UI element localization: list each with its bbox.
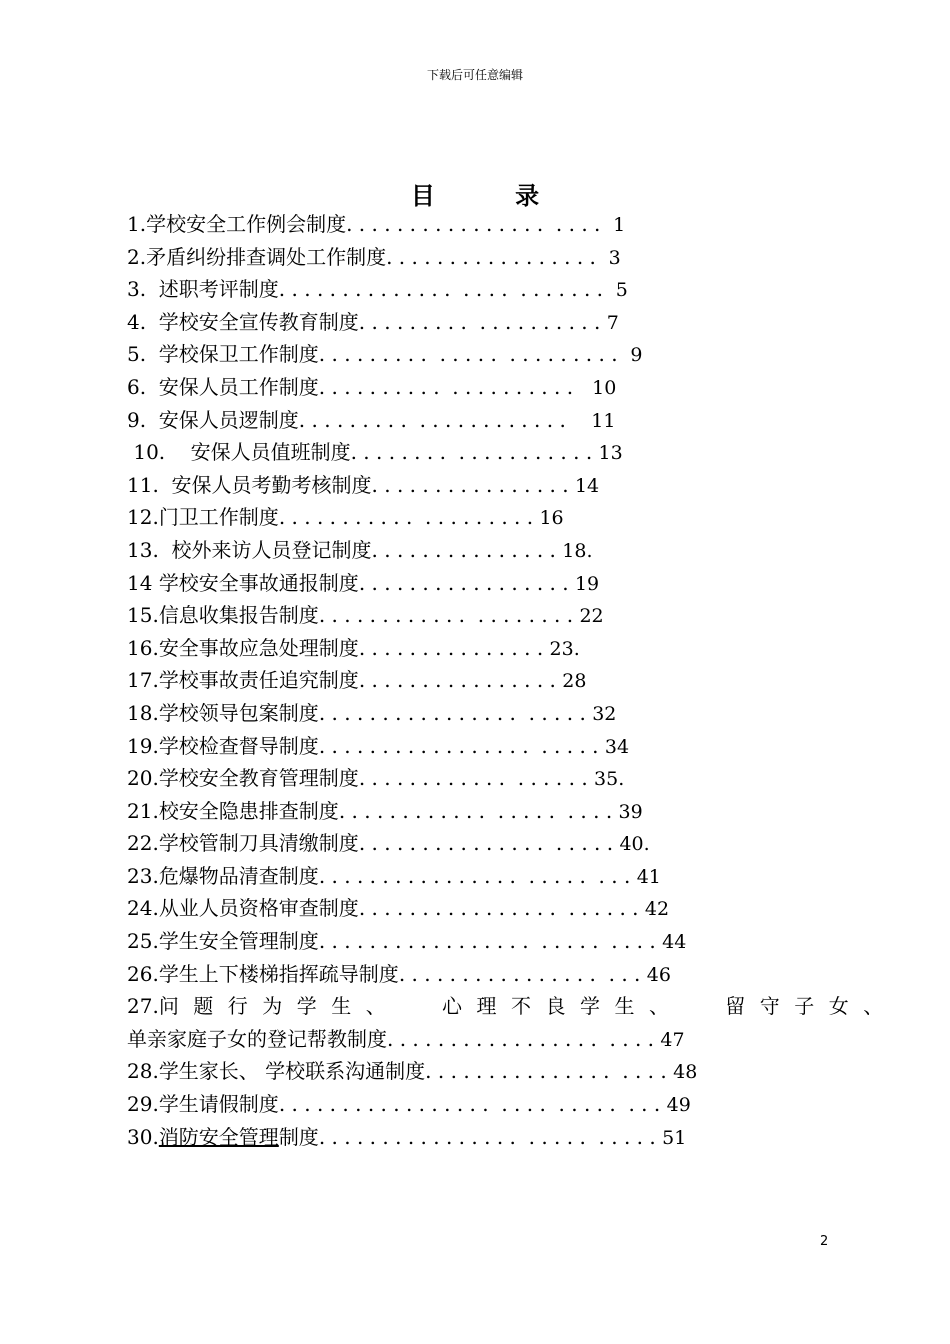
toc-entry-number: 25. <box>127 929 159 954</box>
toc-entry-number: 21. <box>127 798 159 823</box>
toc-dot-leader: . . . . . . . . . . . . . . . . . . . . . <box>318 700 593 725</box>
toc-page-number: 46 <box>646 963 671 986</box>
toc-entry[interactable] <box>127 469 847 502</box>
toc-entry[interactable] <box>127 664 847 697</box>
toc-page-number: 42 <box>644 898 670 921</box>
toc-dot-leader: . . . . . . . . . . . . . . . . <box>358 668 563 693</box>
toc-entry-title: 从业人员资格审查制度 <box>158 896 359 921</box>
header-note: 下载后可任意编辑 <box>426 68 523 82</box>
toc-entry-title: 学生上下楼梯指挥疏导制度 <box>158 961 399 986</box>
toc-entry-number: 26. <box>127 961 159 986</box>
toc-entry-title: 学校安全工作例会制度 <box>146 212 347 236</box>
toc-entry-title: 危爆物品清查制度 <box>158 863 319 888</box>
toc-entry-title: 安保人员考勤考核制度 <box>171 472 372 497</box>
toc-page-number: 49 <box>666 1094 691 1117</box>
toc-dot-leader: . . . . . . . . . . . . . . . . . . . . . . <box>318 733 605 758</box>
toc-dot-leader: . . . . . . . . . . . . . . . <box>371 537 563 562</box>
toc-entry-title: 学生家长、 学校联系沟通制度 <box>158 1059 426 1084</box>
toc-entry-number: 27. <box>127 994 159 1019</box>
toc-entry[interactable] <box>127 860 847 893</box>
toc-page-number: 3 <box>608 246 621 269</box>
toc-entry-title: 学校管制刀具清缴制度 <box>158 831 359 856</box>
toc-dot-leader: . . . . . . . . . . . . . . . . . . . <box>350 440 599 465</box>
toc-entry-title: 学生请假制度 <box>158 1092 279 1117</box>
toc-dot-leader: . . . . . . . . . . . . . . . . . . . . . . . . . . <box>318 1124 663 1149</box>
toc-entry[interactable] <box>127 762 847 795</box>
toc-entry-number: 11. <box>127 472 172 497</box>
toc-entry-number: 19. <box>127 733 159 758</box>
toc-entry[interactable] <box>127 534 847 567</box>
toc-page-number: 47 <box>660 1028 685 1051</box>
toc-page-number: 19 <box>574 572 600 595</box>
toc-entry-title: 校外来访人员登记制度 <box>171 537 372 562</box>
page-number: 2 <box>820 1234 829 1249</box>
toc-entry-number: 28. <box>127 1059 159 1084</box>
toc-entry[interactable] <box>127 958 847 991</box>
toc-dot-leader: . . . . . . . . . . . . . . . . . . . <box>358 309 607 334</box>
toc-page-number: 14 <box>574 474 600 497</box>
toc-dot-leader: . . . . . . . . . . . . . . . . . . . . . <box>338 798 619 823</box>
toc-entry[interactable] <box>127 273 847 306</box>
toc-entry[interactable] <box>127 730 847 763</box>
toc-entry-title: 学生安全管理制度 <box>158 929 319 954</box>
toc-dot-leader: . . . . . . . . . . . . . . . . . . . . <box>358 831 620 856</box>
toc-entry-number: 17. <box>127 668 159 693</box>
toc-page-number: 16 <box>539 507 564 530</box>
toc-dot-leader: . . . . . . . . . . . . . . . . . <box>386 244 609 269</box>
toc-entry-27-line-1[interactable] <box>127 990 898 1023</box>
toc-entry-title-underlined: 消防安全管理 <box>158 1124 279 1149</box>
toc-entry-title: 信息收集报告制度 <box>158 603 319 628</box>
toc-entry-title: 学校安全教育管理制度 <box>158 766 359 791</box>
toc-dot-leader: . . . . . . . . . . . . . . . . . . . . . . <box>358 896 645 921</box>
toc-page-number: 44 <box>662 931 687 954</box>
toc-entry-title: 学校事故责任追究制度 <box>158 668 359 693</box>
toc-dot-leader: . . . . . . . . . . . . . . . . . . . . <box>278 505 540 530</box>
toc-entry-number: 24. <box>127 896 159 921</box>
toc-page-number: 35. <box>594 768 625 791</box>
toc-dot-leader: . . . . . . . . . . . . . . . . . . <box>358 766 595 791</box>
toc-page-number: 41 <box>636 865 661 888</box>
toc-page-number: 28 <box>562 670 587 693</box>
toc-title: 目 录 <box>410 182 576 210</box>
toc-entry-title: 矛盾纠纷排查调处工作制度 <box>146 244 387 269</box>
toc-dot-leader: . . . . . . . . . . . . . . . . <box>371 472 575 497</box>
toc-page-number: 1 <box>613 214 626 236</box>
toc-entry-title: 安全事故应急处理制度 <box>158 635 359 660</box>
toc-entry-number: 23. <box>127 863 159 888</box>
toc-entry-number: 5. <box>127 342 159 367</box>
toc-entry[interactable] <box>127 404 847 437</box>
toc-entry[interactable] <box>127 1121 847 1154</box>
toc-entry-title-rest: 制度 <box>278 1124 319 1149</box>
toc-entry[interactable] <box>127 567 847 600</box>
toc-entry[interactable] <box>127 1055 847 1088</box>
toc-entry[interactable] <box>127 827 847 860</box>
toc-entry-number: 6. <box>127 374 159 399</box>
toc-dot-leader: . . . . . . . . . . . . . . . . . <box>358 570 575 595</box>
toc-entry[interactable] <box>127 371 847 404</box>
toc-entry-title: 学校安全宣传教育制度 <box>158 309 359 334</box>
toc-entry-title: 学校保卫工作制度 <box>158 342 319 367</box>
toc-entry[interactable] <box>127 241 847 274</box>
table-of-contents <box>127 208 898 1153</box>
toc-page-number: 34 <box>604 735 630 758</box>
toc-entry-number: 13. <box>127 537 172 562</box>
toc-entry-number: 22. <box>127 831 159 856</box>
toc-entry-title: 门卫工作制度 <box>158 505 279 530</box>
toc-entry[interactable] <box>127 436 847 469</box>
toc-entry[interactable] <box>127 501 847 534</box>
toc-entry[interactable] <box>127 1088 847 1121</box>
toc-dot-leader: . . . . . . . . . . . . . . . . . . . . . . . . . . <box>318 929 663 954</box>
toc-page-number: 22 <box>579 605 604 628</box>
toc-dot-leader: . . . . . . . . . . . . . . . . . . . . <box>346 212 614 236</box>
toc-entry-number: 9. <box>127 407 159 432</box>
toc-page-number: 48 <box>673 1061 698 1084</box>
toc-dot-leader: . . . . . . . . . . . . . . . . . . . . . . . . . . . . . <box>278 1092 667 1117</box>
toc-page-number: 32 <box>592 702 617 725</box>
toc-entry[interactable] <box>127 697 847 730</box>
toc-entry-title: 述职考评制度 <box>158 277 279 302</box>
toc-entry-number: 14 <box>127 570 159 595</box>
toc-entry-number: 30. <box>127 1124 159 1149</box>
toc-entry[interactable] <box>127 338 847 371</box>
toc-entry[interactable] <box>127 795 847 828</box>
toc-entry[interactable] <box>127 599 847 632</box>
toc-dot-leader: . . . . . . . . . . . . . . . . . . . . <box>318 603 580 628</box>
toc-entry-title-line-1: 问题行为学生、 心理不良学生、 留守子女、 <box>158 994 898 1019</box>
toc-entry-title: 安保人员逻制度 <box>158 407 299 432</box>
toc-dot-leader: . . . . . . . . . . . . . . . . . . . <box>398 961 647 986</box>
toc-dot-leader: . . . . . . . . . . . . . . . . . . . . . <box>387 1026 661 1051</box>
toc-page-number: 7 <box>606 311 619 334</box>
toc-entry-number: 20. <box>127 766 159 791</box>
toc-entry-title: 学校检查督导制度 <box>158 733 319 758</box>
toc-dot-leader: . . . . . . . . . . . . . . . . . . . . . <box>298 407 592 432</box>
toc-entry-number: 3. <box>127 277 159 302</box>
toc-entry-title-line-2: 单亲家庭子女的登记帮教制度 <box>127 1026 387 1051</box>
toc-entry[interactable] <box>127 208 847 241</box>
toc-entry-number: 18. <box>127 700 159 725</box>
toc-entry-number: 2. <box>127 244 147 269</box>
toc-entry-number: 12. <box>127 505 159 530</box>
toc-page-number: 39 <box>618 800 643 823</box>
toc-entry[interactable] <box>127 925 847 958</box>
toc-entry-title: 学校安全事故通报制度 <box>158 570 359 595</box>
toc-page-number: 5 <box>615 279 628 302</box>
toc-entry-number: 4. <box>127 309 159 334</box>
toc-entry-number: 16. <box>127 635 159 660</box>
toc-entry-number: 29. <box>127 1092 159 1117</box>
toc-page-number: 13 <box>598 442 623 465</box>
toc-page-number: 10 <box>592 376 617 399</box>
toc-page-number: 23. <box>549 637 580 660</box>
toc-entry-title: 安保人员值班制度 <box>190 440 351 465</box>
toc-entry-title: 安保人员工作制度 <box>158 374 319 399</box>
toc-entry-number: 10. <box>127 440 191 465</box>
toc-entry-title: 学校领导包案制度 <box>158 700 319 725</box>
toc-entry-number: 15. <box>127 603 159 628</box>
toc-page-number: 9 <box>630 344 643 367</box>
toc-dot-leader: . . . . . . . . . . . . . . . . . . . . . . . . <box>318 863 637 888</box>
toc-page-number: 51 <box>662 1126 687 1149</box>
toc-page-number: 11 <box>591 409 616 432</box>
toc-entry-number: 1. <box>127 212 147 236</box>
toc-entry[interactable] <box>127 632 847 665</box>
toc-page-number: 18. <box>562 539 593 562</box>
toc-entry[interactable] <box>127 306 847 339</box>
toc-entry-title: 校安全隐患排查制度 <box>158 798 339 823</box>
toc-dot-leader: . . . . . . . . . . . . . . . . . . . . . . . . . <box>278 277 616 302</box>
toc-dot-leader: . . . . . . . . . . . . . . . <box>358 635 550 660</box>
toc-entry[interactable] <box>127 892 847 925</box>
toc-dot-leader: . . . . . . . . . . . . . . . . . . . . <box>318 374 593 399</box>
toc-dot-leader: . . . . . . . . . . . . . . . . . . . . . . . <box>318 342 631 367</box>
toc-entry-27-line-2[interactable] <box>127 1023 847 1056</box>
toc-page-number: 40. <box>619 833 650 856</box>
toc-dot-leader: . . . . . . . . . . . . . . . . . . . <box>425 1059 674 1084</box>
